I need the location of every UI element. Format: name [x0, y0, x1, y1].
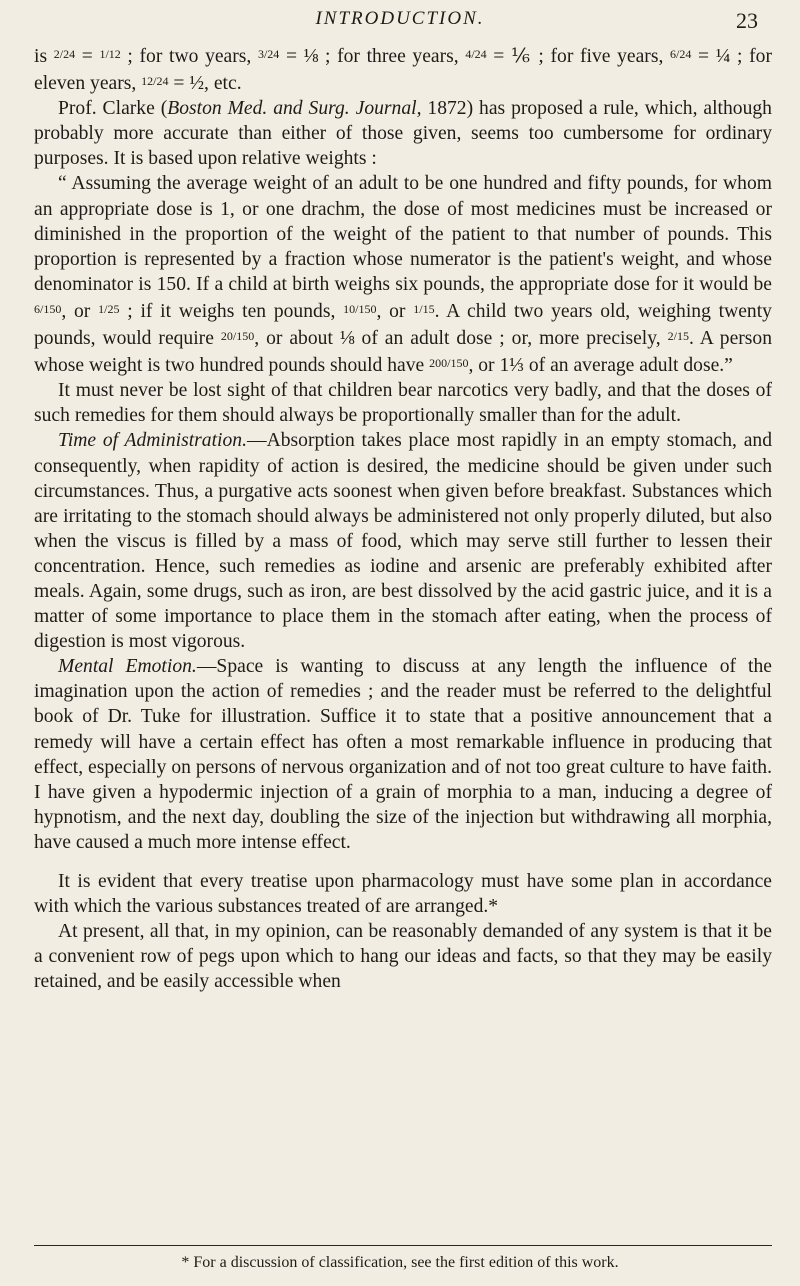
fraction: 20/150 [220, 329, 255, 344]
running-head: INTRODUCTION. [315, 8, 485, 29]
fraction: 10/150 [343, 301, 377, 316]
fraction: 1/15 [413, 301, 435, 316]
fraction: 200/150 [429, 356, 469, 371]
page-number: 23 [736, 8, 758, 33]
paragraph-mental-emotion: Mental Emotion.—Space is wanting to discuss at any length the influence of the imagination upon the action of remedies ; and the reader must be referred to the delightful book of Dr. Tuke for illustration. Suffice it to state that a positive announcement that a remedy will have a certain effect has often a most remarkable influence in producing that effect, especially on persons of nervous organization and of not too great culture to have faith. I have given a hypodermic injection of a grain of morphia to a man, inducing a degree of hypnotism, and the next day, doubling the size of the injection but withdrawing all morphia, have caused a much more intense effect. [34, 656, 772, 853]
paragraph-time-of-administration: Time of Administration.—Absorption takes place most rapidly in an empty stomach, and consequently, when rapidity of action is desired, the medicine should be given under such circumstances. Thus, a purgative acts soonest when given before breakfast. Substances which are irritating to the stomach should always be administered not only properly diluted, but also when the viscus is filled by a mass of food, which may serve still further to lessen their concentration. Hence, such remedies as iodine and arsenic are preferably exhibited after meals. Again, some drugs, such as iron, are best dissolved by the acid gastric juice, and it is a matter of some importance to place them in the stomach after eating, when the process of digestion is most vigorous. [34, 430, 773, 653]
fraction: 1/12 [99, 47, 121, 61]
footnote: * For a discussion of classification, see the first edition of this work. [181, 1254, 619, 1271]
fraction: 12/24 [141, 74, 169, 89]
paragraph-classification: It is evident that every treatise upon pharmacology must have some plan in accordance with which the various substances treated of are arranged.* [34, 871, 772, 918]
footnote-divider [34, 1245, 772, 1246]
body-text [34, 42, 772, 994]
section-heading: Mental Emotion. [58, 656, 197, 678]
paragraph-narcotics: It must never be lost sight of that children bear narcotics very badly, and that the doses of such remedies for them should always be proportionally smaller than for the adult. [34, 380, 772, 427]
paragraph-system: At present, all that, in my opinion, can be reasonably demanded of any system is that it be a convenient row of pegs upon which to hang our ideas and facts, so that they may be easily retained, and be easily accessible when [34, 921, 772, 993]
fraction: 1/25 [98, 301, 120, 316]
fraction: 6/150 [34, 301, 62, 316]
fraction: 2/15 [667, 329, 689, 344]
fraction: 3/24 [257, 47, 280, 61]
paragraph-dose-fractions: is $^{2/24}$ = $^{1/12}$ ; for two years, $^{3/24}$ = ⅛ ; for three years, $^{4/24}$ = ⅙ ; for five years, $^{6/24}$ = ¼ ; for eleven years, $^{12/24}$ = ½, etc. [34, 46, 773, 95]
paragraph-clarke-rule: Prof. Clarke (Boston Med. and Surg. Journal, 1872) has proposed a rule, which, although probably more accurate than either of those given, seems too cumbersome for ordinary purposes. It is based upon relative weights : [34, 98, 772, 170]
journal-citation: Boston Med. and Surg. Journal, [167, 98, 422, 120]
fraction: 2/24 [53, 47, 76, 61]
fraction: 4/24 [465, 47, 487, 61]
fraction: 6/24 [670, 47, 692, 61]
paragraph-quotation: “ Assuming the average weight of an adult to be one hundred and fifty pounds, for whom an appropriate dose is 1, or one drachm, the dose of most medicines must be increased or diminished in the proportion of the weight of the patient to that number of pounds. This proportion is represented by a fraction whose numerator is the patient's weight, and whose denominator is 150. If a child at birth weighs six pounds, the appropriate dose for it would be $^{6/150}$, or $^{1/25}$ ; if it weighs ten pounds, $^{10/150}$, or $^{1/15}$. A child two years old, weighing twenty pounds, would require $^{20/150}$, or about ⅛ of an adult dose ; or, more precisely, $^{2/15}$. A person whose weight is two hundred pounds should have $^{200/150}$, or 1⅓ of an average adult dose.” [34, 173, 773, 377]
section-heading: Time of Administration. [58, 430, 247, 452]
page-header [0, 4, 800, 44]
